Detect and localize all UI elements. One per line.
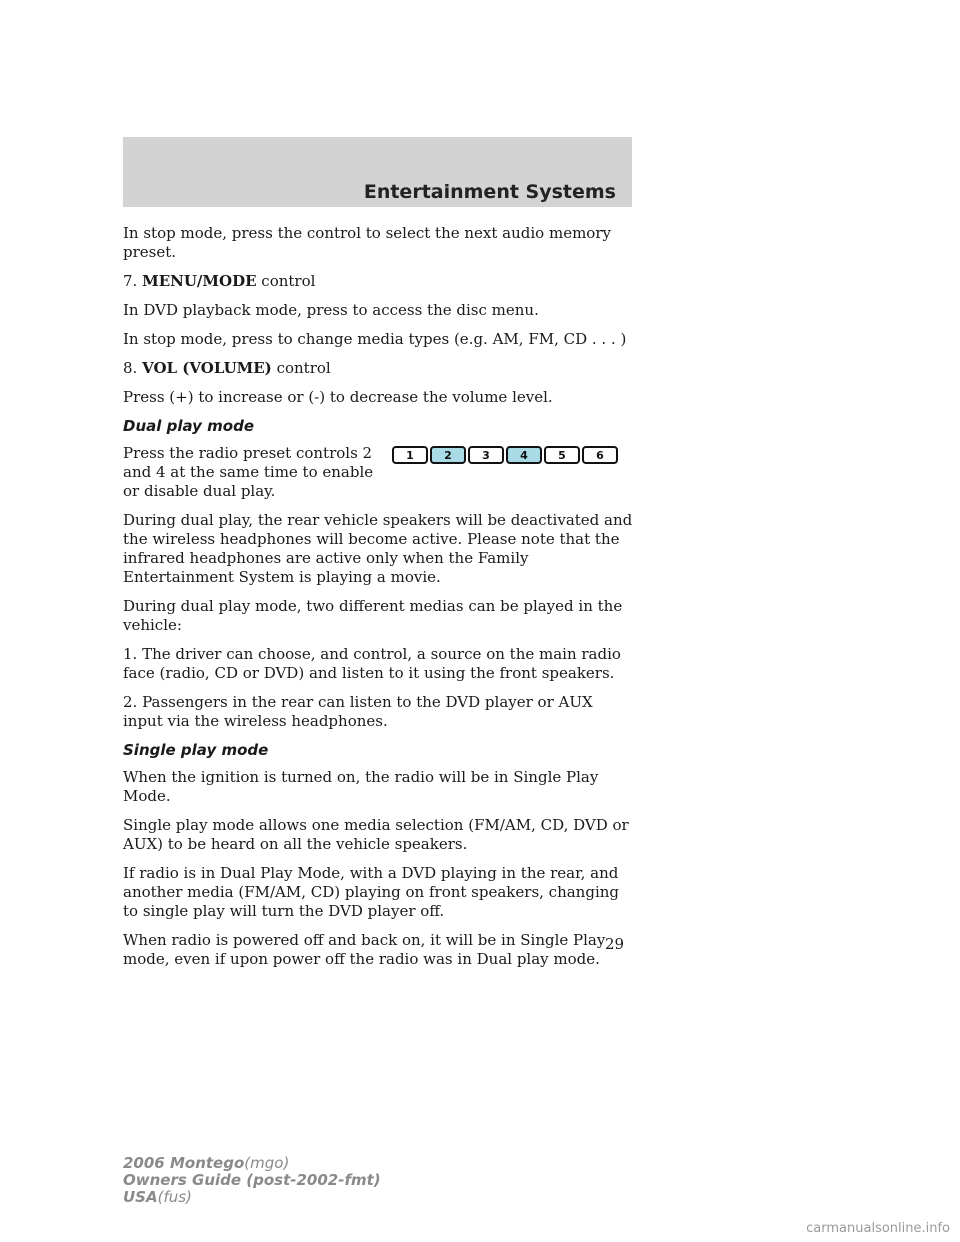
paragraph: Press the radio preset controls 2 and 4 at the same time to enable or disable dual play.	[123, 444, 374, 500]
preset-button-5: 5	[544, 446, 580, 464]
preset-button-6: 6	[582, 446, 618, 464]
paragraph: When the ignition is turned on, the radio will be in Single Play Mode.	[123, 768, 599, 805]
paragraph: 2. Passengers in the rear can listen to the DVD player or AUX input via the wireless headphones.	[123, 693, 593, 730]
item-number: 8.	[123, 359, 138, 377]
preset-buttons-illustration	[392, 446, 618, 464]
list-item-8	[123, 359, 635, 378]
footer-model: 2006 Montego	[123, 1154, 245, 1172]
page-content	[123, 224, 635, 979]
paragraph: In stop mode, press the control to select the next audio memory preset.	[123, 224, 611, 261]
section-header-band	[123, 137, 632, 207]
document-footer	[123, 1155, 381, 1206]
paragraph: During dual play, the rear vehicle speakers will be deactivated and the wireless headphones will become active. Please note that the infrared headphones are active only when the Family Entertainment System is playing a movie.	[123, 511, 633, 586]
footer-market: USA	[123, 1188, 158, 1206]
dual-play-heading: Dual play mode	[123, 417, 255, 435]
paragraph: During dual play mode, two different medias can be played in the vehicle:	[123, 597, 623, 634]
dual-play-block	[123, 444, 635, 501]
paragraph: Single play mode allows one media selection (FM/AM, CD, DVD or AUX) to be heard on all the vehicle speakers.	[123, 816, 629, 853]
control-label-menu-mode: MENU/MODE	[142, 272, 257, 290]
preset-button-1: 1	[392, 446, 428, 464]
paragraph: In DVD playback mode, press to access the disc menu.	[123, 301, 539, 319]
paragraph: When radio is powered off and back on, it will be in Single Play mode, even if upon power off the radio was in Dual play mode.	[123, 931, 606, 968]
single-play-heading: Single play mode	[123, 741, 269, 759]
paragraph: Press (+) to increase or (-) to decrease the volume level.	[123, 388, 553, 406]
paragraph: 1. The driver can choose, and control, a source on the main radio face (radio, CD or DVD) and listen to it using the front speakers.	[123, 645, 621, 682]
paragraph: In stop mode, press to change media types (e.g. AM, FM, CD . . . )	[123, 330, 627, 348]
watermark-link[interactable]: carmanualsonline.info	[806, 1221, 950, 1236]
item-number: 7.	[123, 272, 138, 290]
control-label-volume: VOL (VOLUME)	[142, 359, 272, 377]
item-suffix: control	[261, 272, 316, 290]
section-title: Entertainment Systems	[363, 181, 616, 203]
preset-button-3: 3	[468, 446, 504, 464]
item-suffix: control	[276, 359, 331, 377]
preset-button-4: 4	[506, 446, 542, 464]
page-number: 29	[605, 935, 625, 953]
paragraph: If radio is in Dual Play Mode, with a DVD playing in the rear, and another media (FM/AM, CD) playing on front speakers, changing to single play will turn the DVD player off.	[123, 864, 620, 920]
footer-model-code: (mgo)	[244, 1154, 290, 1172]
preset-button-2: 2	[430, 446, 466, 464]
footer-market-code: (fus)	[157, 1188, 192, 1206]
footer-guide: Owners Guide (post-2002-fmt)	[123, 1171, 381, 1189]
list-item-7	[123, 272, 635, 291]
